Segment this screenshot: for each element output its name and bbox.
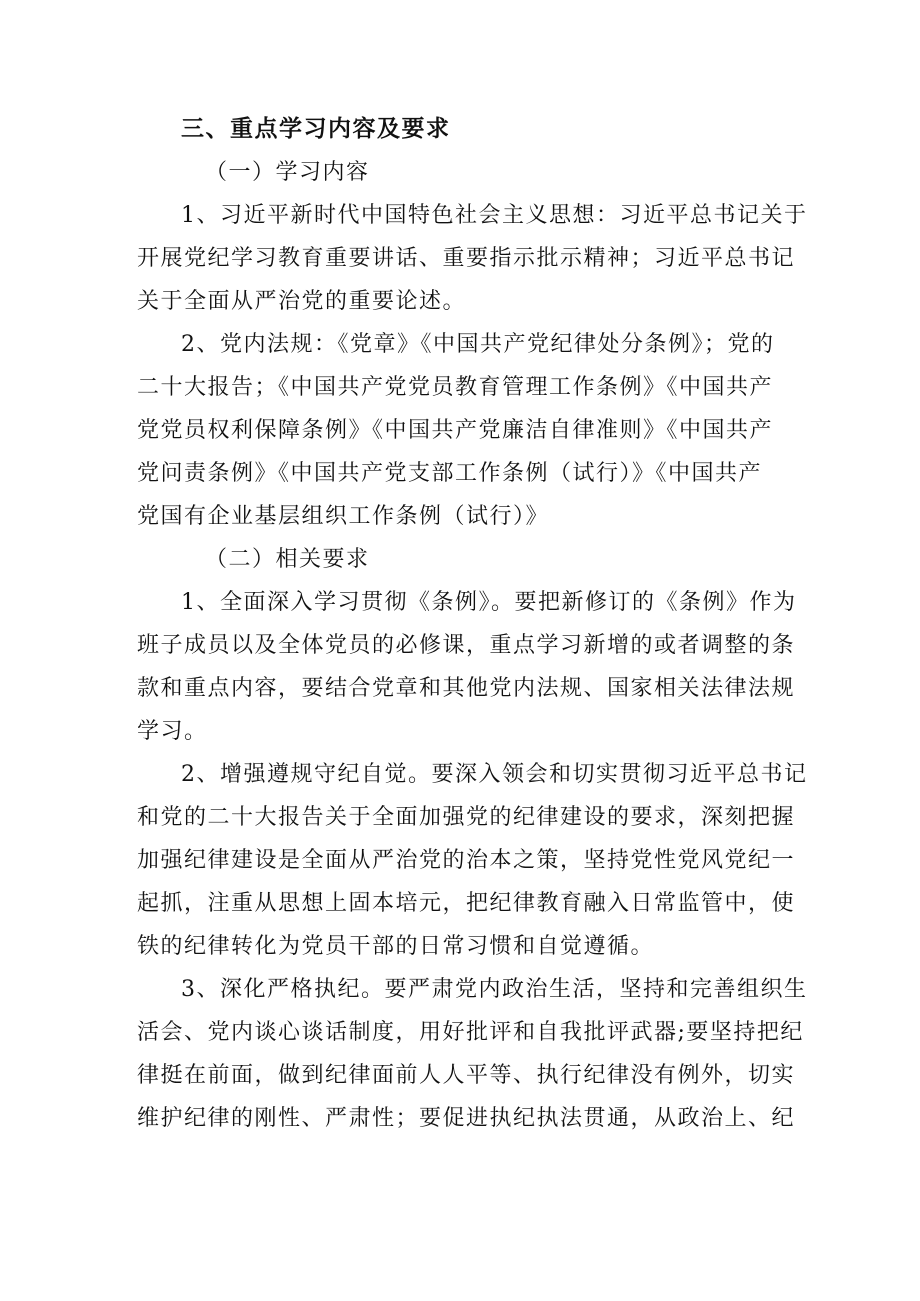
paragraph-5 bbox=[137, 968, 808, 1140]
subsection-title-requirements: （二）相关要求 bbox=[205, 547, 370, 572]
paragraph-4 bbox=[137, 753, 808, 968]
subsection-title-learning-content: （一）学习内容 bbox=[205, 160, 370, 185]
section-heading: 三、重点学习内容及要求 bbox=[181, 116, 451, 142]
paragraph-line: 维护纪律的刚性、严肃性；要促进执纪执法贯通，从政治上、纪 bbox=[137, 1106, 796, 1131]
paragraph-line: 律挺在前面，做到纪律面前人人平等、执行纪律没有例外，切实 bbox=[137, 1063, 796, 1088]
paragraph-line: 班子成员以及全体党员的必修课，重点学习新增的或者调整的条 bbox=[137, 633, 796, 658]
paragraph-line: 1、全面深入学习贯彻《条例》。要把新修订的《条例》作为 bbox=[181, 590, 797, 615]
paragraph-line: 1、习近平新时代中国特色社会主义思想：习近平总书记关于 bbox=[181, 203, 808, 228]
paragraph-line: 2、党内法规：《党章》《中国共产党纪律处分条例》；党的 bbox=[181, 332, 775, 357]
paragraph-line: 学习。 bbox=[137, 719, 208, 744]
paragraph-line: 党国有企业基层组织工作条例（试行）》 bbox=[137, 504, 550, 529]
paragraph-line: 起抓，注重从思想上固本培元，把纪律教育融入日常监管中，使 bbox=[137, 891, 796, 916]
paragraph-line: 和党的二十大报告关于全面加强党的纪律建设的要求，深刻把握 bbox=[137, 805, 796, 830]
paragraph-3 bbox=[137, 581, 797, 753]
document-body bbox=[137, 108, 808, 1140]
paragraph-line: 加强纪律建设是全面从严治党的治本之策，坚持党性党风党纪一 bbox=[137, 848, 796, 873]
paragraph-line: 党党员权利保障条例》《中国共产党廉洁自律准则》《中国共产 bbox=[137, 418, 774, 443]
paragraph-line: 活会、党内谈心谈话制度，用好批评和自我批评武器;要坚持把纪 bbox=[137, 1020, 804, 1045]
paragraph-1 bbox=[137, 194, 808, 323]
paragraph-2 bbox=[137, 323, 797, 538]
paragraph-line: 铁的纪律转化为党员干部的日常习惯和自觉遵循。 bbox=[137, 934, 655, 959]
paragraph-line: 党问责条例》《中国共产党支部工作条例（试行）》《中国共产 bbox=[137, 461, 763, 486]
paragraph-line: 2、增强遵规守纪自觉。要深入领会和切实贯彻习近平总书记 bbox=[181, 762, 808, 787]
paragraph-line: 关于全面从严治党的重要论述。 bbox=[137, 289, 467, 314]
paragraph-line: 二十大报告；《中国共产党党员教育管理工作条例》《中国共产 bbox=[137, 375, 774, 400]
paragraph-line: 款和重点内容，要结合党章和其他党内法规、国家相关法律法规 bbox=[137, 676, 796, 701]
paragraph-line: 3、深化严格执纪。要严肃党内政治生活，坚持和完善组织生 bbox=[181, 977, 808, 1002]
paragraph-line: 开展党纪学习教育重要讲话、重要指示批示精神；习近平总书记 bbox=[137, 246, 796, 271]
